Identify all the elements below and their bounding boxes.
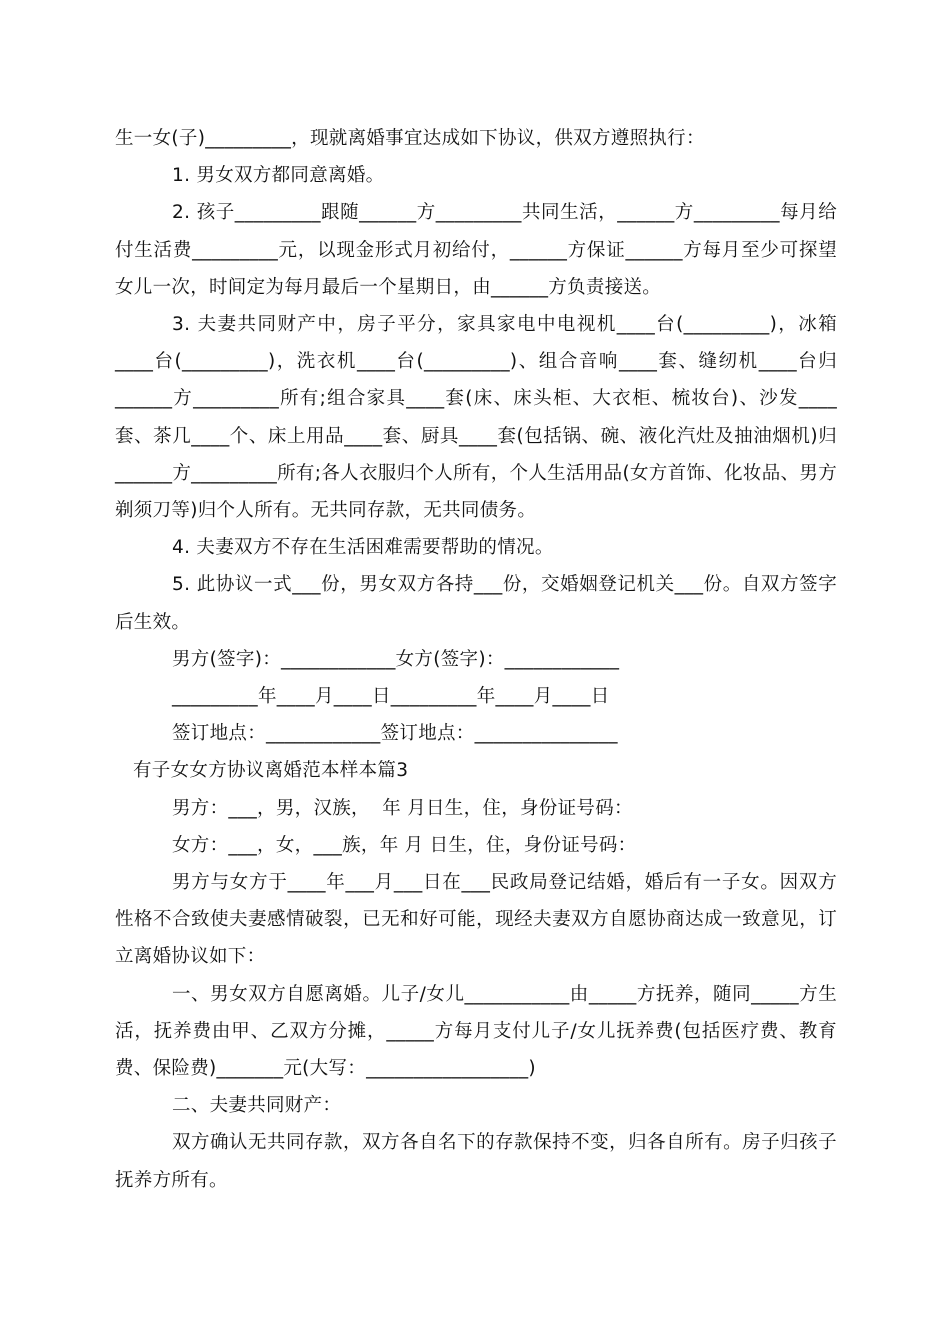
wife-info: 女方：___，女，___族，年 月 日生，住，身份证号码：: [172, 834, 637, 856]
document-body: [115, 120, 837, 1199]
marriage-background: 男方与女方于____年___月___日在___民政局登记结婚，婚后有一子女。因双方性格不合致使夫妻感情破裂，已无和好可能，现经夫妻双方自愿协商达成一致意见，订立离婚协议如下：: [115, 872, 837, 968]
husband-info: 男方：___，男，汉族， 年 月日生，住，身份证号码：: [172, 797, 633, 819]
section-title: 有子女女方协议离婚范本样本篇3: [133, 760, 409, 782]
date-line: _________年____月____日_________年____月____日: [172, 686, 610, 708]
article-1-divorce-custody: 一、男女双方自愿离婚。儿子/女儿___________由_____方抚养，随同_____方生活，抚养费由甲、乙双方分摊，_____方每月支付儿子/女儿抚养费(包括医疗费、教育费、保险费)_______元(大写：_________________): [115, 983, 837, 1080]
clause-1-divorce-consent: 1. 男女双方都同意离婚。: [172, 165, 385, 187]
signature-line: 男方(签字)：____________女方(签字)：____________: [172, 648, 620, 670]
clause-4-no-hardship: 4. 夫妻双方不存在生活困难需要帮助的情况。: [172, 537, 554, 559]
signing-place-line: 签订地点：____________签订地点：_______________: [172, 723, 618, 745]
article-2-body: 双方确认无共同存款，双方各自名下的存款保持不变，归各自所有。房子归孩子抚养方所有。: [115, 1132, 837, 1191]
paragraph-preamble: 生一女(子)_________，现就离婚事宜达成如下协议，供双方遵照执行：: [115, 128, 705, 149]
clause-3-joint-property: 3. 夫妻共同财产中，房子平分，家具家电中电视机____台(_________)，冰箱____台(_________)，洗衣机____台(_________)、组合音响____套、缝纫机____台归______方_________所有;组合家具____套(床、床头柜、大衣柜、梳妆台)、沙发____套、茶几____个、床上用品____套、厨具____套(包括锅、碗、液化汽灶及抽油烟机)归______方_________所有;各人衣服归个人所有，个人生活用品(女方首饰、化妆品、男方剃须刀等)归个人所有。无共同存款，无共同债务。: [115, 314, 837, 522]
article-2-heading: 二、夫妻共同财产：: [172, 1095, 342, 1117]
clause-2-child-custody: 2. 孩子_________跟随______方_________共同生活，______方_________每月给付生活费_________元，以现金形式月初给付，______方保证______方每月至少可探望女儿一次，时间定为每月最后一个星期日，由______方负责接送。: [115, 202, 837, 298]
clause-5-copies-effect: 5. 此协议一式___份，男女双方各持___份，交婚姻登记机关___份。自双方签字后生效。: [115, 574, 837, 633]
